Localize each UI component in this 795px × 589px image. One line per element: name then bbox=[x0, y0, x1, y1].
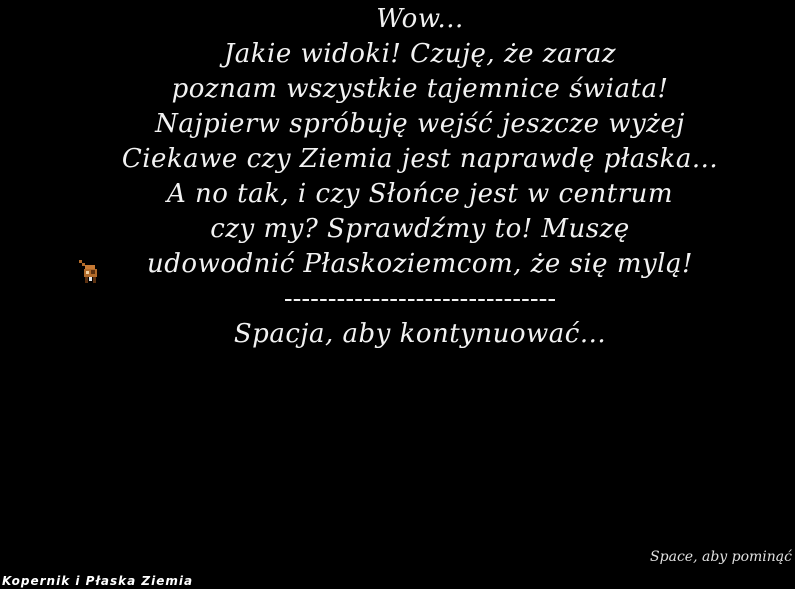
dialogue-line: Najpierw spróbuję wejść jeszcze wyżej bbox=[155, 109, 685, 139]
skip-hint[interactable]: Space, aby pominąć bbox=[650, 549, 792, 565]
dialogue-box bbox=[0, 2, 795, 352]
character-pixel bbox=[85, 265, 95, 269]
continue-prompt[interactable]: Spacja, aby kontynuować... bbox=[233, 319, 607, 349]
dialogue-line: Ciekawe czy Ziemia jest naprawdę płaska... bbox=[121, 144, 719, 174]
character-pixel bbox=[93, 277, 96, 283]
character-pixel bbox=[84, 269, 97, 277]
character-pixel bbox=[91, 270, 95, 274]
dialogue-line: udowodnić Płaskoziemcom, że się mylą! bbox=[147, 249, 693, 279]
dialogue-line: Jakie widoki! Czuję, że zaraz bbox=[223, 39, 617, 69]
character-sprite-icon bbox=[77, 258, 103, 286]
dialogue-line: A no tak, i czy Słońce jest w centrum bbox=[166, 179, 674, 209]
character-pixel bbox=[85, 277, 88, 283]
character-pixel bbox=[86, 271, 89, 274]
character-pixel bbox=[89, 277, 92, 281]
character-pixel bbox=[82, 263, 85, 266]
character-pixel bbox=[79, 260, 82, 263]
dialogue-separator: ------------------------------- bbox=[283, 284, 557, 314]
game-title: Kopernik i Płaska Ziemia bbox=[2, 574, 194, 588]
dialogue-line: poznam wszystkie tajemnice świata! bbox=[171, 74, 669, 104]
dialogue-line: Wow... bbox=[376, 4, 464, 34]
dialogue-line: czy my? Sprawdźmy to! Muszę bbox=[210, 214, 630, 244]
